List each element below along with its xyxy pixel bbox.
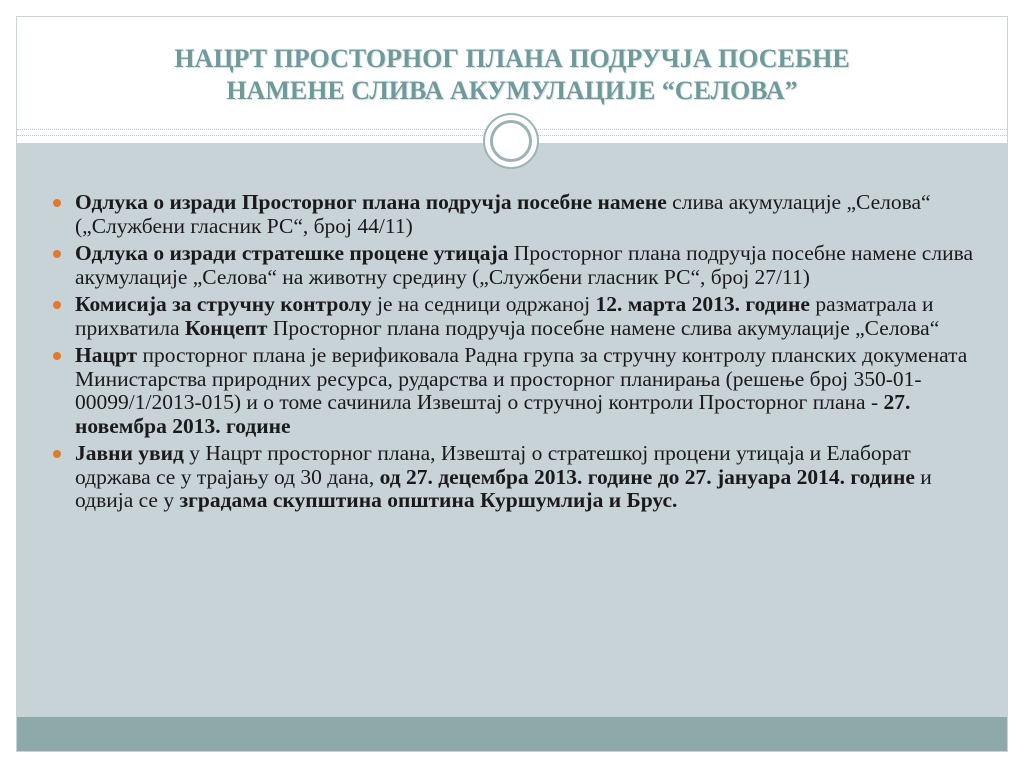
bullet-dot-icon xyxy=(53,199,61,207)
bullet-text-bold: Концепт xyxy=(184,315,268,340)
slide xyxy=(16,16,1008,752)
slide-title xyxy=(57,43,967,107)
bullet-text: и одвија се у xyxy=(75,464,932,512)
circle-ornament-icon xyxy=(483,113,539,169)
bullet-dot-icon xyxy=(53,352,61,360)
bullet-text: разматрала и прихватила xyxy=(75,292,934,340)
bullet-text-bold: 12. марта 2013. године xyxy=(595,292,810,316)
bullet-text-bold: од 27. децембра 2013. године до 27. јануара 2014. године xyxy=(379,464,915,489)
bullet-dot-icon xyxy=(53,450,61,458)
bullet-text: слива акумулације „Селова“ („Службени гласник РС“, број 44/11) xyxy=(75,190,931,238)
bullet-list xyxy=(45,191,985,517)
bullet-text-bold: 27. новембра 2013. године xyxy=(75,390,911,438)
slide-title-line-1: НАЦРТ ПРОСТОРНОГ ПЛАНА ПОДРУЧЈА ПОСЕБНЕ xyxy=(174,44,850,73)
bullet-text-bold: Одлука о изради стратешке процене утицаја xyxy=(75,241,509,265)
bullet-text: Просторног плана подручја посебне намене слива акумулације „Селова“ xyxy=(267,315,940,340)
bullet-item xyxy=(45,191,985,238)
slide-title-line-2: НАМЕНЕ СЛИВА АКУМУЛАЦИЈЕ “СЕЛОВА” xyxy=(226,76,798,105)
bullet-text: Просторног плана подручја посебне намене слива акумулације „Селова“ на животну средину („Службени гласник РС“, број 27/11) xyxy=(75,241,973,289)
bullet-item xyxy=(45,293,985,340)
content-area xyxy=(17,143,1007,717)
circle-ornament-inner xyxy=(490,120,532,162)
footer-band xyxy=(17,717,1007,751)
bullet-text: просторног плана је верификовала Радна група за стручну контролу планских докумената Министарства природних ресурса, рударства и просторног планирања (решење број 350-01-00099/1/2013-015) и о томе сачинила Извештај о стручној контроли Просторног плана - xyxy=(75,343,968,414)
bullet-text: је на седници одржаној xyxy=(371,292,596,316)
bullet-text-bold: Одлука о изради Просторног плана подручја посебне намене xyxy=(75,190,667,214)
bullet-text-bold: Комисија за стручну контролу xyxy=(75,292,372,316)
bullet-dot-icon xyxy=(53,250,61,258)
bullet-item xyxy=(45,242,985,289)
bullet-dot-icon xyxy=(53,301,61,309)
bullet-item xyxy=(45,442,985,513)
bullet-text-bold: Јавни увид xyxy=(75,441,184,465)
bullet-item xyxy=(45,344,985,438)
bullet-text: у Нацрт просторног плана, Извештај о стратешкој процени утицаја и Елаборат одржава се у трајању од 30 дана, xyxy=(75,441,911,489)
bullet-text-bold: зградама скупштина општина Куршумлија и Брус. xyxy=(179,488,678,512)
bullet-text-bold: Нацрт xyxy=(75,343,138,367)
